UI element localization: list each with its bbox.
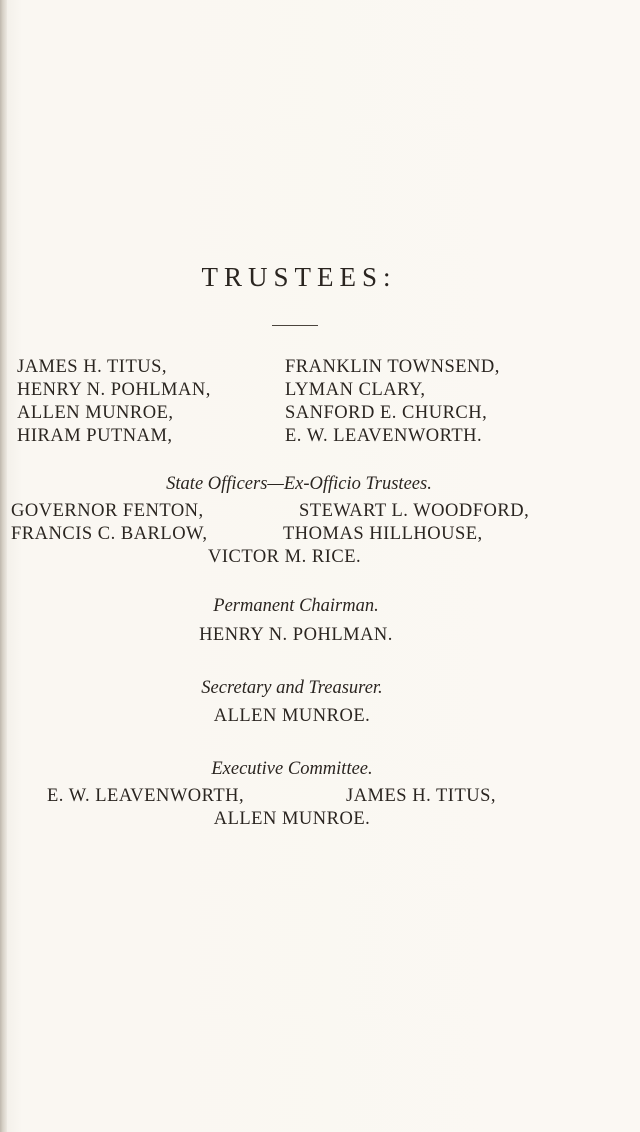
officer-name: STEWART L. WOODFORD, <box>299 501 530 521</box>
trustee-name: HENRY N. POHLMAN, <box>17 380 211 400</box>
permanent-chairman-heading: Permanent Chairman. <box>213 596 379 616</box>
committee-member: ALLEN MUNROE. <box>213 809 371 829</box>
trustee-name: E. W. LEAVENWORTH. <box>285 426 483 446</box>
officer-name: THOMAS HILLHOUSE, <box>283 524 483 544</box>
secretary-treasurer-heading: Secretary and Treasurer. <box>201 678 383 698</box>
divider-rule <box>272 325 318 326</box>
trustee-name: JAMES H. TITUS, <box>17 357 168 377</box>
officer-name: FRANCIS C. BARLOW, <box>11 524 208 544</box>
state-officers-heading: State Officers—Ex-Officio Trustees. <box>166 474 432 494</box>
trustee-name: FRANKLIN TOWNSEND, <box>285 357 500 377</box>
binding-edge <box>0 0 7 1132</box>
committee-member: JAMES H. TITUS, <box>346 786 497 806</box>
officer-name: GOVERNOR FENTON, <box>11 501 204 521</box>
page-title: TRUSTEES: <box>201 262 397 292</box>
secretary-treasurer-name: ALLEN MUNROE. <box>213 706 371 726</box>
permanent-chairman-name: HENRY N. POHLMAN. <box>199 625 393 645</box>
trustee-name: SANFORD E. CHURCH, <box>285 403 488 423</box>
committee-member: E. W. LEAVENWORTH, <box>47 786 245 806</box>
trustee-name: ALLEN MUNROE, <box>17 403 174 423</box>
trustee-name: HIRAM PUTNAM, <box>17 426 173 446</box>
trustee-name: LYMAN CLARY, <box>285 380 426 400</box>
officer-name: VICTOR M. RICE. <box>208 547 362 567</box>
executive-committee-heading: Executive Committee. <box>211 759 373 779</box>
